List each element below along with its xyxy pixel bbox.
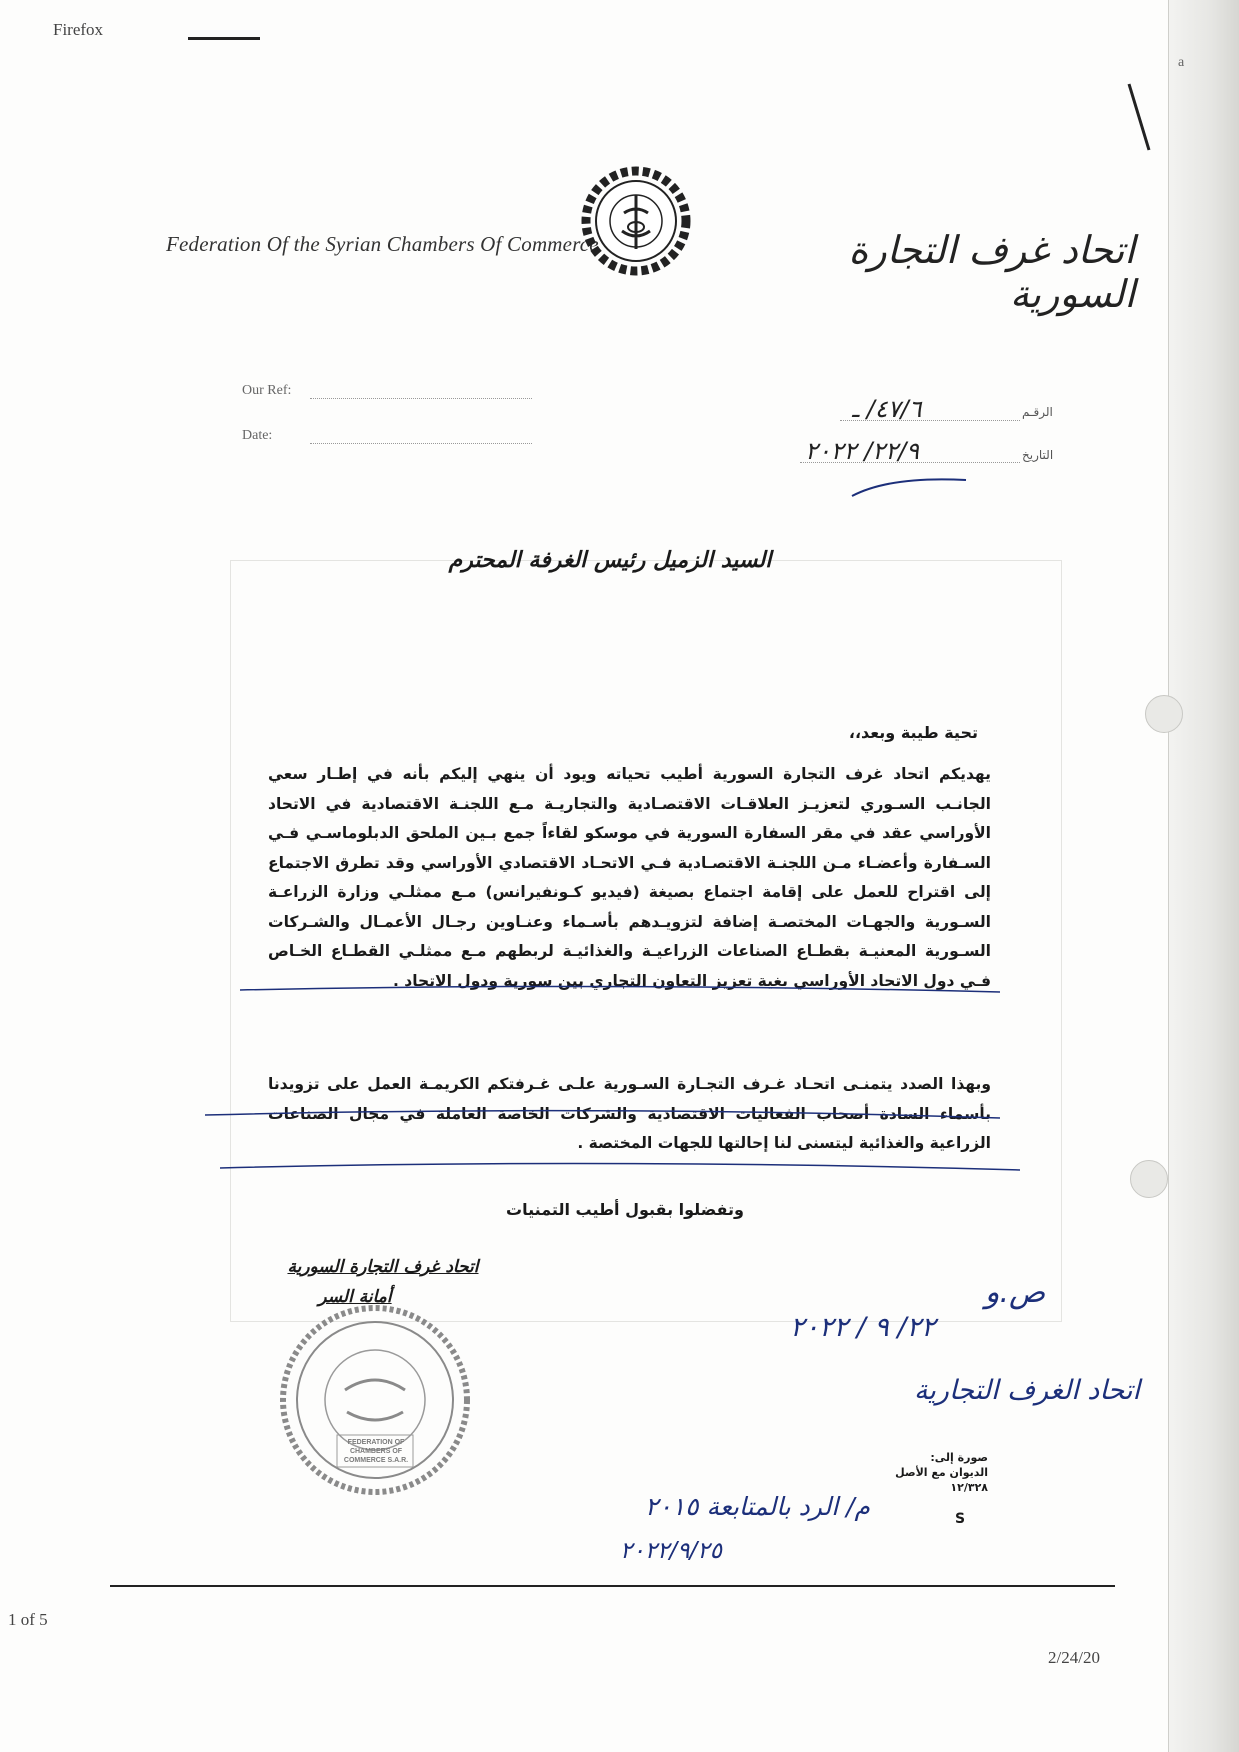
handwritten-note-4: م/ الرد بالمتابعة ٢٠١٥ [644,1492,870,1521]
date-label: Date: [242,428,273,443]
browser-app-name: Firefox [53,20,104,39]
seal-text: FEDERATION OF CHAMBERS OF COMMERCE S.A.R. [343,1439,409,1464]
ref-label-ar: الرقـم [1022,405,1053,419]
handwritten-note-3: اتحاد الغرف التجارية [913,1375,1140,1406]
signatory-org: اتحاد غرف التجارة السورية [287,1257,479,1277]
chamber-gear-emblem-icon [580,165,692,277]
pen-underlines [200,980,1020,1180]
punch-hole [1145,695,1183,733]
body-paragraph-2: وبهذا الصدد يتمنـى اتحـاد غـرف التجـارة السـورية علـى غـرفتكم الكريمـة العمل على تزويدنا بأسماء السادة أصحاب الفعاليات الاقتصادية والشركات الخاصة العاملة في مجال الصناعات الزراعية والغذائية ليتسنى لنا إحالتها للجهات المختصة . [268,1075,991,1152]
our-ref-label: Our Ref: [242,383,292,398]
copy-to-recipient: الديوان مع الأصل [895,1466,988,1479]
copy-to-block [880,1450,988,1495]
handwritten-note-5: ٢٠٢٢/٩/٢٥ [620,1538,722,1564]
salutation: السيد الزميل رئيس الغرفة المحترم [448,548,772,573]
greeting: تحية طيبة وبعد،، [848,723,978,742]
typist-initial: S [955,1511,966,1527]
corner-mark: a [1178,55,1185,70]
date-label-ar: التاريخ [1022,448,1054,462]
handwritten-note-1: ص.و [985,1275,1046,1310]
our-ref-line [310,398,532,399]
date-value: ٢٢/٩/ ٢٠٢٢ [805,437,920,465]
signatory-role: أمانة السر [318,1287,392,1307]
date-line [310,443,532,444]
scanned-paper-edge [1168,0,1239,1752]
page-footer-rule [110,1585,1115,1587]
print-date: 2/24/20 [1048,1648,1100,1667]
copy-to-number: ١٢/٣٢٨ [950,1481,988,1494]
official-seal-icon [275,1300,475,1500]
copy-to-label: صورة إلى: [930,1451,988,1464]
pen-mark [188,37,260,40]
handwritten-note-2: ٢٢/ ٩ / ٢٠٢٢ [790,1312,936,1343]
english-org-name: Federation Of the Syrian Chambers Of Commerce [166,232,599,256]
pen-stroke-icon [1125,80,1155,155]
closing-line: وتفضلوا بقبول أطيب التمنيات [506,1200,744,1219]
arabic-org-name: اتحاد غرف التجارة السورية [848,228,1135,316]
pen-underline [850,470,970,500]
punch-hole [1130,1160,1168,1198]
body-paragraph-1: يهديكم اتحاد غرف التجارة السورية أطيب تحياته ويود أن ينهي إليكم بأنه في إطـار سعي الجانـب السـوري لتعزيـز العلاقـات الاقتصـادية والتجاريـة مـع اللجنـة الاقتصادية في الاتحاد الأوراسي عقد في مقر السفارة السورية في موسكو لقاءاً جمع بـين الملحق الدبلوماسـي فـي السـفارة وأعضـاء مـن اللجنـة الاقتصـادية فـي الاتحـاد الاقتصادي الأوراسي وقد تطرق الاجتماع إلى اقتراح للعمل على إقامة اجتماع بصيغة (فيديو كـونفيرانس) مـع ممثلـي وزارة الزراعـة السـورية والجهـات المختصـة إضافة لتزويـدهم بأسـماء وعنـاوين رجـال الأعمـال والشـركات السـورية المعنيـة بقطـاع الصناعات الزراعيـة والغذائيـة لربطهم مـع ممثلـي القطـاع الخـاص فـي دول الاتحاد الأوراسي بغية تعزيز التعاون التجاري بين سورية ودول الاتحاد . [268,765,991,990]
ref-value: ٤٧/٦/ ـ [852,395,922,423]
page-indicator: 1 of 5 [8,1610,48,1629]
